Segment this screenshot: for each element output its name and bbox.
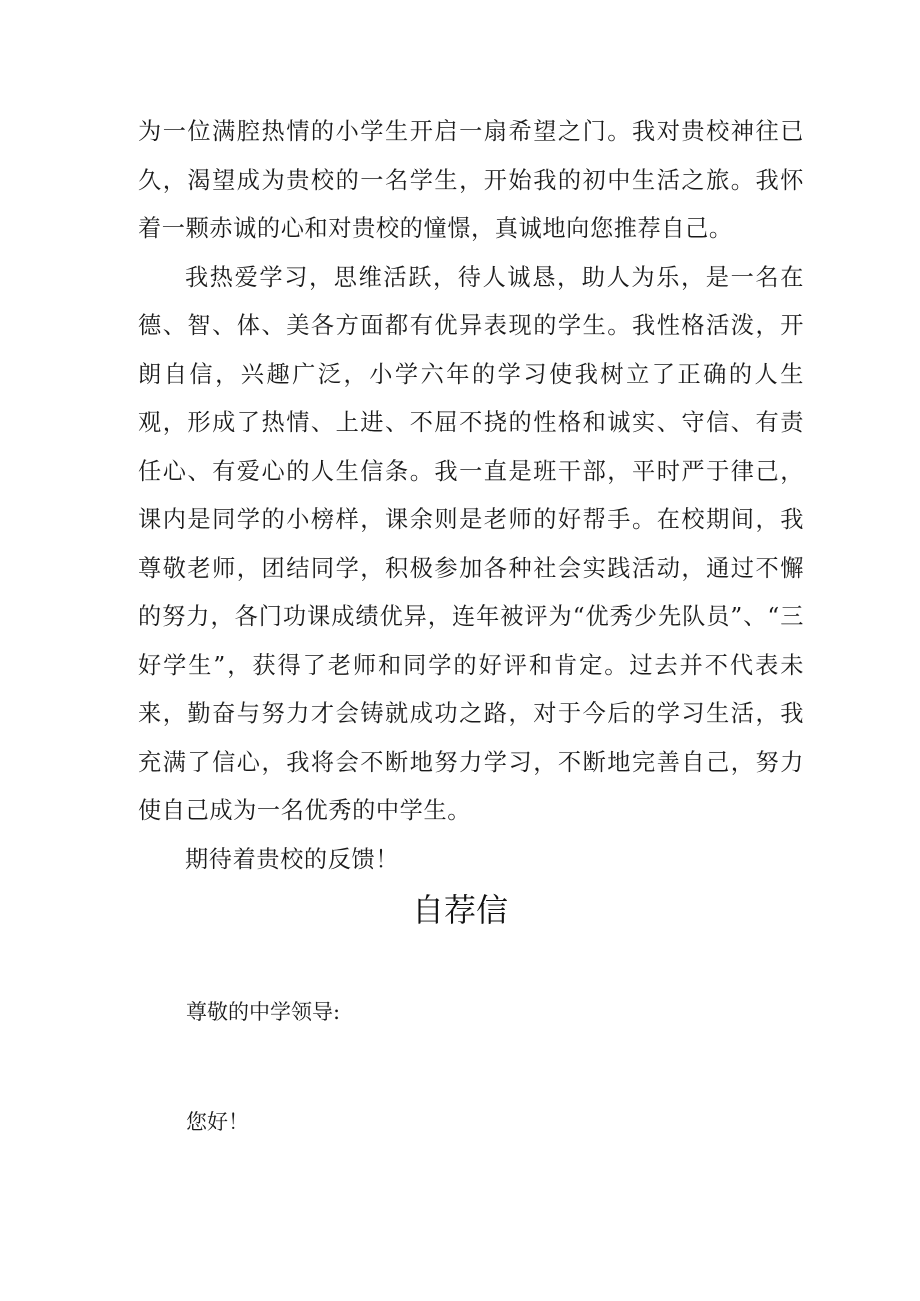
letter-salutation: 尊敬的中学领导:: [186, 1000, 341, 1024]
letter-body: [138, 108, 804, 884]
letter-greeting: 您好！: [186, 1110, 249, 1134]
body-paragraph-self-description: 我热爱学习，思维活跃，待人诚恳，助人为乐，是一名在德、智、体、美各方面都有优异表现的学生。我性格活泼，开朗自信，兴趣广泛，小学六年的学习使我树立了正确的人生观，形成了热情、上进、不屈不挠的性格和诚实、守信、有责任心、有爱心的人生信条。我一直是班干部，平时严于律己，课内是同学的小榜样，课余则是老师的好帮手。在校期间，我尊敬老师，团结同学，积极参加各种社会实践活动，通过不懈的努力，各门功课成绩优异，连年被评为“优秀少先队员”、“三好学生”，获得了老师和同学的好评和肯定。过去并不代表未来，勤奋与努力才会铸就成功之路，对于今后的学习生活，我充满了信心，我将会不断地努力学习，不断地完善自己，努力使自己成为一名优秀的中学生。: [138, 263, 804, 824]
body-paragraph-continuation: 为一位满腔热情的小学生开启一扇希望之门。我对贵校神往已久，渴望成为贵校的一名学生，开始我的初中生活之旅。我怀着一颗赤诚的心和对贵校的憧憬，真诚地向您推荐自己。: [138, 118, 804, 242]
body-paragraph-closing: 期待着贵校的反馈！: [185, 845, 400, 873]
letter-title: 自荐信: [411, 891, 508, 929]
